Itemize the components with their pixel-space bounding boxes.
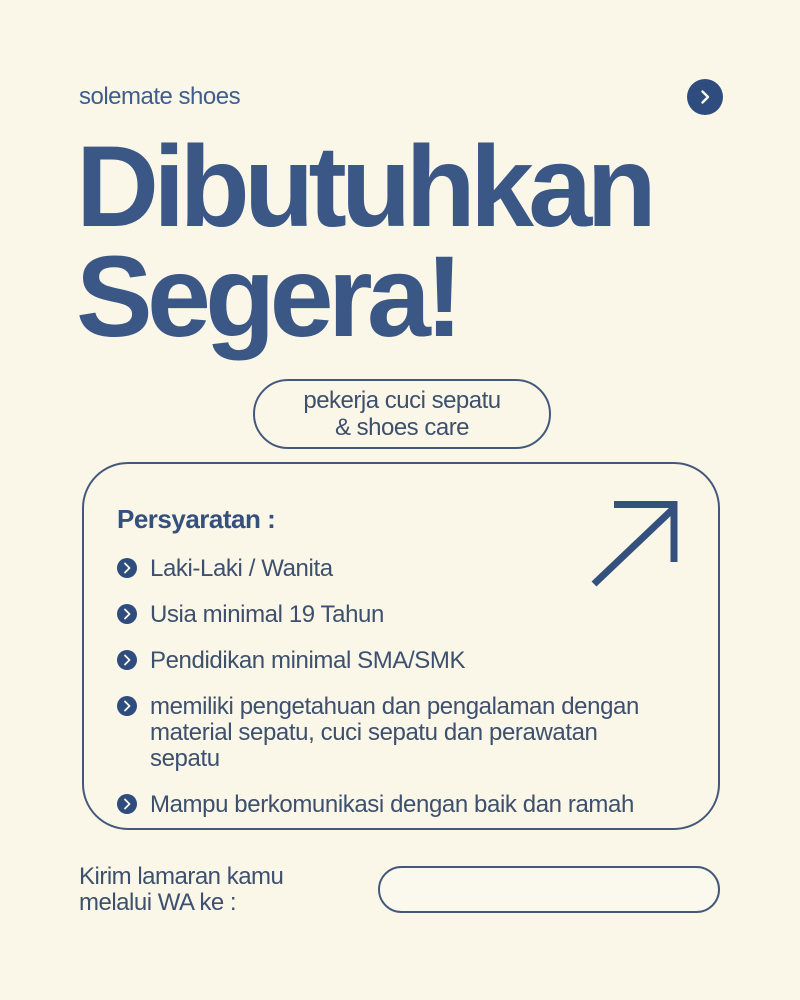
page-title xyxy=(76,123,651,362)
list-item xyxy=(117,648,682,674)
chevron-right-icon xyxy=(117,696,137,716)
chevron-right-icon xyxy=(117,604,137,624)
chevron-right-icon xyxy=(117,794,137,814)
wa-number-field xyxy=(378,866,720,913)
list-item xyxy=(117,602,682,628)
list-item-text: Mampu berkomunikasi dengan baik dan ramah xyxy=(150,791,634,818)
requirements-heading: Persyaratan : xyxy=(117,504,276,534)
next-button[interactable] xyxy=(687,79,723,115)
chevron-right-icon xyxy=(117,650,137,670)
list-item-text: Usia minimal 19 Tahun xyxy=(150,601,384,628)
arrow-up-right-icon xyxy=(590,500,682,588)
list-item-text: memiliki pengetahuan dan pengalaman dengan material sepatu, cuci sepatu dan perawatan sepatu xyxy=(150,693,639,772)
contact-label xyxy=(79,864,283,916)
list-item-text: Laki-Laki / Wanita xyxy=(150,555,333,582)
title-line-1: Dibutuhkan xyxy=(76,123,651,251)
list-item xyxy=(117,694,682,772)
role-line-1: pekerja cuci sepatu xyxy=(303,387,501,414)
role-line-2: & shoes care xyxy=(334,414,470,441)
title-line-2: Segera! xyxy=(76,233,458,362)
brand-name: solemate shoes xyxy=(79,83,241,110)
contact-label-line-2: melalui WA ke : xyxy=(79,889,236,916)
chevron-right-icon xyxy=(117,558,137,578)
role-pill xyxy=(253,379,551,449)
requirements-card xyxy=(82,462,720,830)
list-item xyxy=(117,792,682,818)
chevron-right-icon xyxy=(696,88,714,106)
requirements-list xyxy=(117,556,682,818)
list-item-text: Pendidikan minimal SMA/SMK xyxy=(150,647,466,674)
contact-label-line-1: Kirim lamaran kamu xyxy=(79,863,284,890)
